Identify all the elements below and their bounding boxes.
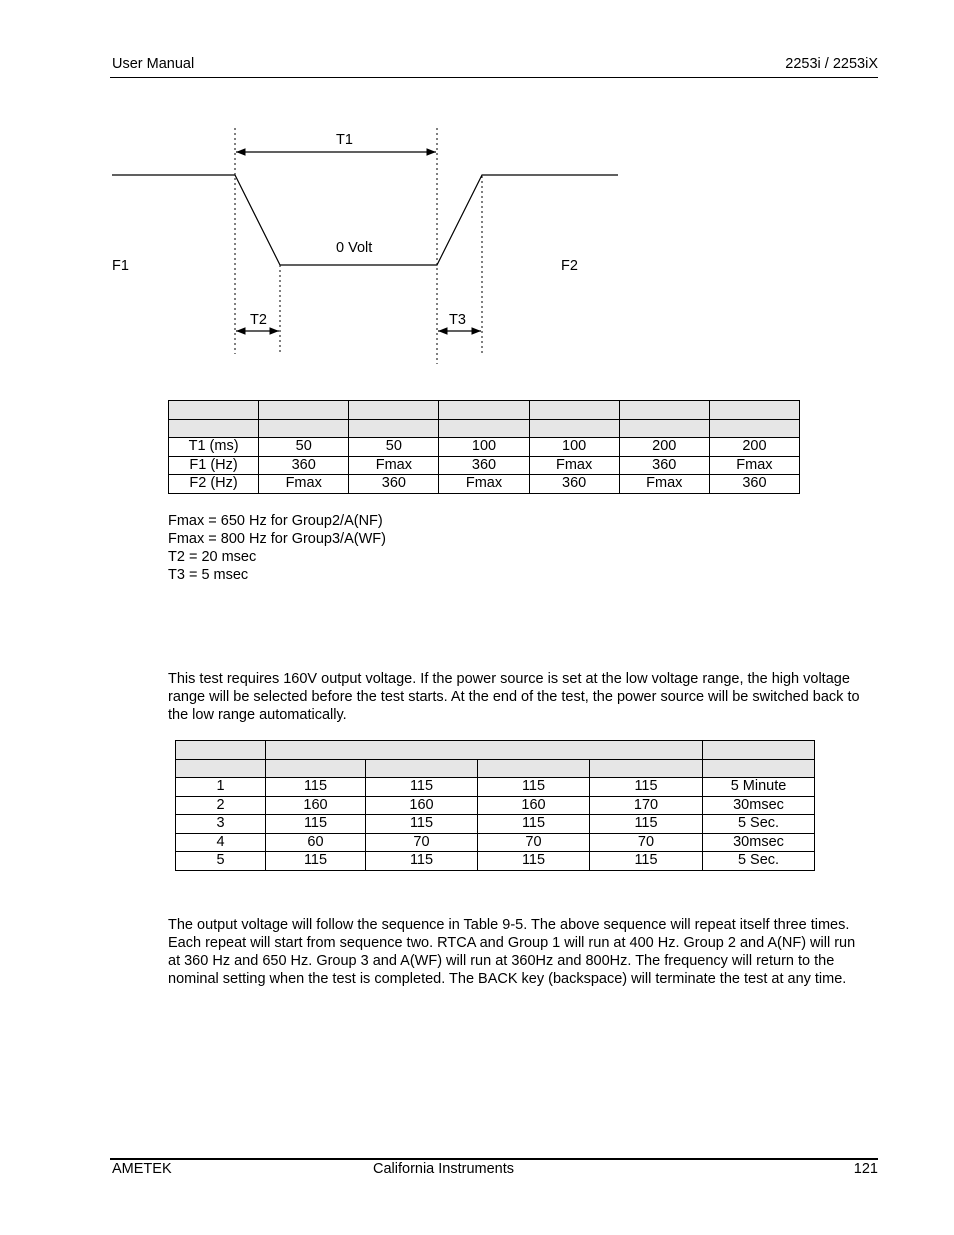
note-line: T3 = 5 msec [168, 567, 249, 583]
footer-division: California Instruments [373, 1161, 515, 1177]
table-cell: 2 [176, 796, 266, 815]
table-row [176, 815, 815, 834]
table-cell: 115 [590, 852, 703, 871]
table-header-cell [709, 401, 799, 420]
table-header-cell [169, 401, 259, 420]
table-cell: Fmax [259, 475, 349, 494]
f1-label: F1 [112, 258, 129, 274]
table-cell: 70 [366, 833, 478, 852]
table-cell: 160 [266, 796, 366, 815]
table-row [176, 778, 815, 797]
table-cell: 1 [176, 778, 266, 797]
table-header-cell [703, 759, 815, 778]
table-cell: 115 [478, 852, 590, 871]
table-cell: 160 [366, 796, 478, 815]
table-header-row [169, 419, 800, 438]
header-model: 2253i / 2253iX [785, 56, 878, 72]
table-cell: 360 [529, 475, 619, 494]
table-header-cell [478, 759, 590, 778]
table-header-cell [439, 401, 529, 420]
table-cell: 115 [266, 778, 366, 797]
footer-rule [110, 1158, 878, 1160]
table-row [169, 475, 800, 494]
table-cell: 30msec [703, 796, 815, 815]
table-header-cell [176, 741, 266, 760]
t1-body [169, 401, 800, 494]
table-header-cell [619, 419, 709, 438]
table-header-cell [439, 419, 529, 438]
voltage-waveform-diagram [0, 0, 954, 400]
table-cell: 170 [590, 796, 703, 815]
table-row [176, 852, 815, 871]
table-cell: 50 [259, 438, 349, 457]
t2-body [176, 778, 815, 871]
page-number: 121 [853, 1161, 878, 1177]
table-header-cell [176, 759, 266, 778]
table-cell: 4 [176, 833, 266, 852]
table-header-cell [529, 401, 619, 420]
table-cell: 50 [349, 438, 439, 457]
table-header-cell [349, 401, 439, 420]
table-header-cell [529, 419, 619, 438]
table-cell: 360 [439, 456, 529, 475]
table-cell: 200 [619, 438, 709, 457]
table-cell: 360 [349, 475, 439, 494]
table-cell: 115 [366, 815, 478, 834]
paragraph-sequence-description: The output voltage will follow the sequence in Table 9-5. The above sequence will repeat itself three times. Each repeat will start from sequence two. RTCA and Group 1 will run at 400 Hz. Group 2 and A(NF) will run at 360 Hz and 650 Hz. Group 3 and A(WF) will run at 360Hz and 800Hz. The frequency will return to the nominal setting when the test is completed. The BACK key (backspace) will terminate the test at any time. [168, 917, 856, 987]
table-row [169, 438, 800, 457]
table-cell: 30msec [703, 833, 815, 852]
table-cell: 3 [176, 815, 266, 834]
table-header-cell [266, 759, 366, 778]
table-cell: Fmax [709, 456, 799, 475]
frequency-transient-table [168, 400, 800, 494]
table-row [169, 456, 800, 475]
footer-company: AMETEK [112, 1161, 172, 1177]
table-cell: 115 [590, 815, 703, 834]
notes-block [168, 512, 386, 584]
table-header-cell [266, 741, 703, 760]
table-cell: 100 [529, 438, 619, 457]
paragraph-voltage-range: This test requires 160V output voltage. If the power source is set at the low voltage range, the high voltage range will be selected before the test starts. At the end of the test, the power source will be switched back to the low range automatically. [168, 671, 860, 723]
table-cell: 115 [478, 778, 590, 797]
table-cell: 360 [709, 475, 799, 494]
table-cell: 200 [709, 438, 799, 457]
table-header-cell [259, 401, 349, 420]
table-row [176, 796, 815, 815]
t2-label: T2 [250, 312, 267, 328]
note-line: T2 = 20 msec [168, 549, 257, 565]
note-line: Fmax = 800 Hz for Group3/A(WF) [168, 531, 386, 547]
table-header-cell [619, 401, 709, 420]
table-cell: Fmax [529, 456, 619, 475]
t3-label: T3 [449, 312, 466, 328]
f2-label: F2 [561, 258, 578, 274]
header-title: User Manual [112, 56, 195, 72]
table-cell: 115 [366, 778, 478, 797]
table-header-cell [703, 741, 815, 760]
table-cell: 5 Sec. [703, 815, 815, 834]
table-cell: 360 [619, 456, 709, 475]
table-cell: 115 [590, 778, 703, 797]
table-header-cell [169, 419, 259, 438]
t1-label: T1 [336, 132, 353, 148]
table-header-cell [709, 419, 799, 438]
table-header-cell [590, 759, 703, 778]
table-cell: Fmax [439, 475, 529, 494]
table-cell: 70 [590, 833, 703, 852]
table-cell: 115 [478, 815, 590, 834]
table-cell: F1 (Hz) [169, 456, 259, 475]
table-cell: F2 (Hz) [169, 475, 259, 494]
table-cell: T1 (ms) [169, 438, 259, 457]
table-cell: 100 [439, 438, 529, 457]
table-cell: 115 [366, 852, 478, 871]
table-cell: Fmax [349, 456, 439, 475]
voltage-sequence-table [175, 740, 815, 871]
table-header-row [169, 401, 800, 420]
table-cell: 70 [478, 833, 590, 852]
table-cell: 160 [478, 796, 590, 815]
table-row [176, 833, 815, 852]
table-cell: 115 [266, 852, 366, 871]
note-line: Fmax = 650 Hz for Group2/A(NF) [168, 513, 383, 529]
table-header-row [176, 759, 815, 778]
table-header-cell [259, 419, 349, 438]
table-header-cell [349, 419, 439, 438]
table-cell: 60 [266, 833, 366, 852]
table-cell: 360 [259, 456, 349, 475]
table-cell: 5 [176, 852, 266, 871]
zero-volt-label: 0 Volt [336, 240, 373, 256]
table-cell: 115 [266, 815, 366, 834]
table-cell: Fmax [619, 475, 709, 494]
table-cell: 5 Sec. [703, 852, 815, 871]
table-header-cell [366, 759, 478, 778]
table-cell: 5 Minute [703, 778, 815, 797]
table-header-row [176, 741, 815, 760]
